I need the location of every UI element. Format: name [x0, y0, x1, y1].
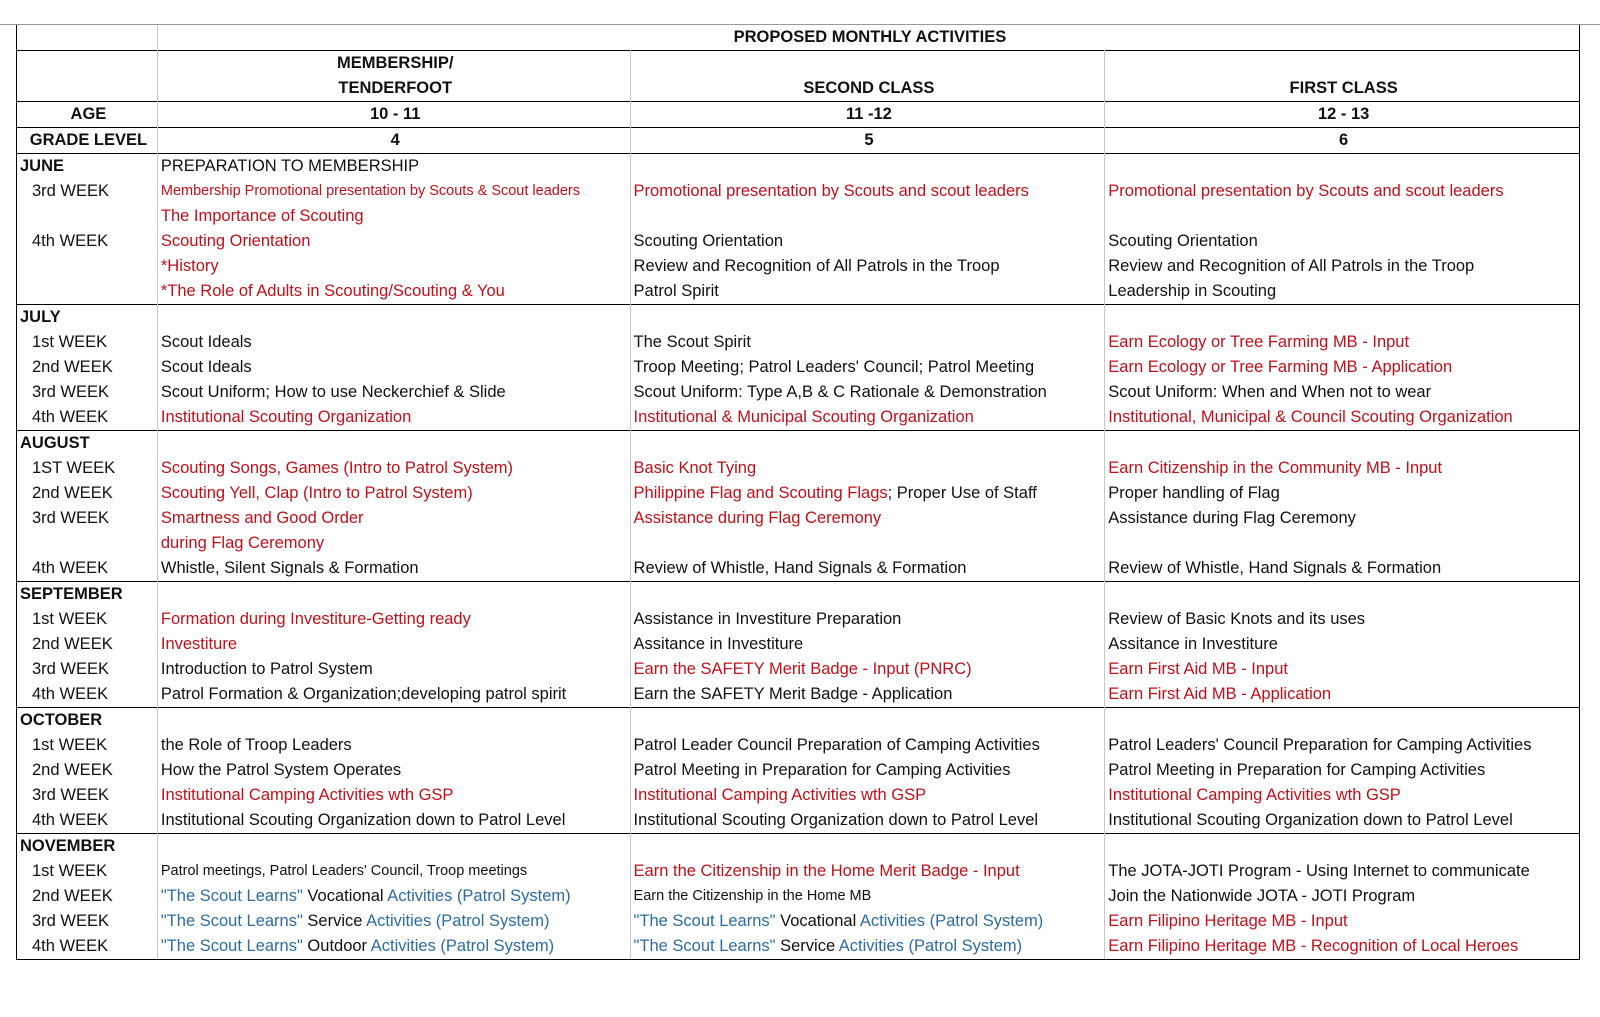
activity-cell: during Flag Ceremony — [157, 531, 630, 556]
activity-cell: Leadership in Scouting — [1105, 279, 1580, 305]
week-label: 3rd WEEK — [17, 179, 158, 204]
activity-cell: Earn Filipino Heritage MB - Input — [1105, 909, 1580, 934]
activity-cell: Review of Basic Knots and its uses — [1105, 607, 1580, 632]
activity-cell: Scout Uniform; How to use Neckerchief & Slide — [157, 380, 630, 405]
activity-cell: Scouting Orientation — [630, 229, 1105, 254]
activity-cell: Patrol Leaders' Council Preparation for Camping Activities — [1105, 733, 1580, 758]
june-preparation: PREPARATION TO MEMBERSHIP — [157, 154, 630, 180]
week-label — [17, 254, 158, 279]
activity-cell: Assitance in Investiture — [1105, 632, 1580, 657]
age-label: AGE — [17, 102, 158, 128]
table-row — [17, 909, 1580, 934]
cell-empty — [630, 431, 1105, 457]
activity-cell: Assitance in Investiture — [630, 632, 1105, 657]
week-label: 2nd WEEK — [17, 884, 158, 909]
activity-cell: Institutional Camping Activities wth GSP — [157, 783, 630, 808]
activity-cell — [630, 934, 1105, 960]
page-title: PROPOSED MONTHLY ACTIVITIES — [157, 25, 1579, 51]
week-label — [17, 279, 158, 305]
cell-empty — [1105, 154, 1580, 180]
activity-cell: Institutional Camping Activities wth GSP — [1105, 783, 1580, 808]
table-row — [17, 657, 1580, 682]
activity-cell: Earn Filipino Heritage MB - Recognition of Local Heroes — [1105, 934, 1580, 960]
activity-cell: How the Patrol System Operates — [157, 758, 630, 783]
activity-cell: The Scout Spirit — [630, 330, 1105, 355]
activity-text-blue: Activities (Patrol System) — [366, 912, 550, 930]
activity-cell: *The Role of Adults in Scouting/Scouting & You — [157, 279, 630, 305]
activity-cell: Patrol Spirit — [630, 279, 1105, 305]
activity-cell — [630, 909, 1105, 934]
activity-cell: Scout Ideals — [157, 330, 630, 355]
cell-empty — [1105, 431, 1580, 457]
cell-empty — [630, 708, 1105, 734]
activity-cell: Review and Recognition of All Patrols in the Troop — [1105, 254, 1580, 279]
activity-text-blue: "The Scout Learns" — [633, 937, 776, 955]
activity-text-blue: Activities (Patrol System) — [859, 912, 1044, 930]
week-label: 3rd WEEK — [17, 657, 158, 682]
header-first-class: FIRST CLASS — [1105, 51, 1580, 102]
activity-cell: Earn Citizenship in the Community MB - Input — [1105, 456, 1580, 481]
activity-cell: Scout Uniform: Type A,B & C Rationale & Demonstration — [630, 380, 1105, 405]
week-label: 4th WEEK — [17, 808, 158, 834]
table-row — [17, 481, 1580, 506]
activity-cell: Scout Uniform: When and When not to wear — [1105, 380, 1580, 405]
table-row — [17, 229, 1580, 254]
activity-cell: Earn Ecology or Tree Farming MB - Application — [1105, 355, 1580, 380]
month-row-october — [17, 708, 1580, 734]
week-label: 1ST WEEK — [17, 456, 158, 481]
activity-cell: Assistance in Investiture Preparation — [630, 607, 1105, 632]
activity-cell: *History — [157, 254, 630, 279]
age-first-class: 12 - 13 — [1105, 102, 1580, 128]
activity-cell: Proper handling of Flag — [1105, 481, 1580, 506]
activity-cell: Whistle, Silent Signals & Formation — [157, 556, 630, 582]
cell-empty — [630, 834, 1105, 860]
grade-membership: 4 — [157, 128, 630, 154]
activities-table — [16, 25, 1580, 960]
week-label: 4th WEEK — [17, 229, 158, 254]
activity-text-blue: "The Scout Learns" — [160, 937, 303, 955]
activity-cell: Institutional Scouting Organization — [157, 405, 630, 431]
activity-cell — [157, 934, 630, 960]
activity-cell: Earn First Aid MB - Application — [1105, 682, 1580, 708]
table-row — [17, 632, 1580, 657]
age-second-class: 11 -12 — [630, 102, 1105, 128]
month-label: JULY — [17, 305, 158, 331]
grade-label: GRADE LEVEL — [17, 128, 158, 154]
activity-cell: Institutional, Municipal & Council Scouting Organization — [1105, 405, 1580, 431]
month-row-june — [17, 154, 1580, 180]
cell-empty — [630, 582, 1105, 608]
activity-text: Vocational — [775, 912, 860, 930]
week-label: 4th WEEK — [17, 405, 158, 431]
activity-text-blue: "The Scout Learns" — [160, 887, 303, 905]
table-row — [17, 405, 1580, 431]
activity-cell: Earn the Citizenship in the Home Merit Badge - Input — [630, 859, 1105, 884]
month-label: OCTOBER — [17, 708, 158, 734]
activity-cell: Earn the SAFETY Merit Badge - Input (PNRC) — [630, 657, 1105, 682]
week-label: 4th WEEK — [17, 934, 158, 960]
age-row — [17, 102, 1580, 128]
table-row — [17, 808, 1580, 834]
activity-text-red: Philippine Flag and Scouting Flags — [633, 484, 888, 502]
activity-cell: Assistance during Flag Ceremony — [1105, 506, 1580, 531]
column-header-row — [17, 51, 1580, 102]
activity-cell: Earn First Aid MB - Input — [1105, 657, 1580, 682]
activity-text-blue: "The Scout Learns" — [633, 912, 776, 930]
week-label: 4th WEEK — [17, 682, 158, 708]
age-membership: 10 - 11 — [157, 102, 630, 128]
activity-cell: Scouting Orientation — [1105, 229, 1580, 254]
title-corner-cell — [17, 25, 158, 51]
title-row — [17, 25, 1580, 51]
table-row — [17, 179, 1580, 204]
week-label: 2nd WEEK — [17, 632, 158, 657]
table-row — [17, 884, 1580, 909]
table-row — [17, 556, 1580, 582]
cell-empty — [630, 305, 1105, 331]
header-membership-line1: MEMBERSHIP/ — [336, 54, 454, 72]
table-row — [17, 682, 1580, 708]
activity-cell: Investiture — [157, 632, 630, 657]
activity-cell: Patrol Meeting in Preparation for Camping Activities — [1105, 758, 1580, 783]
cell-empty — [1105, 305, 1580, 331]
activity-text-blue: "The Scout Learns" — [160, 912, 303, 930]
activity-text: Service — [302, 912, 367, 930]
activity-cell — [630, 481, 1105, 506]
activity-cell — [1105, 531, 1580, 556]
activity-cell: Troop Meeting; Patrol Leaders' Council; Patrol Meeting — [630, 355, 1105, 380]
activity-cell — [630, 531, 1105, 556]
activity-cell: Review of Whistle, Hand Signals & Formation — [1105, 556, 1580, 582]
cell-empty — [157, 431, 630, 457]
activity-cell: Patrol meetings, Patrol Leaders' Council, Troop meetings — [157, 859, 630, 884]
week-label: 3rd WEEK — [17, 783, 158, 808]
week-label: 2nd WEEK — [17, 481, 158, 506]
activity-text-blue: Activities (Patrol System) — [370, 937, 555, 955]
cell-empty — [157, 834, 630, 860]
week-label — [17, 204, 158, 229]
activity-cell — [630, 204, 1105, 229]
activity-cell: Earn the SAFETY Merit Badge - Application — [630, 682, 1105, 708]
activity-cell: Membership Promotional presentation by Scouts & Scout leaders — [157, 179, 630, 204]
week-label: 2nd WEEK — [17, 758, 158, 783]
header-membership-line2: TENDERFOOT — [338, 79, 453, 97]
table-row — [17, 733, 1580, 758]
activity-cell: Institutional Scouting Organization down to Patrol Level — [1105, 808, 1580, 834]
cell-empty — [1105, 582, 1580, 608]
activity-cell: Scout Ideals — [157, 355, 630, 380]
cell-empty — [1105, 834, 1580, 860]
cell-empty — [157, 582, 630, 608]
activity-cell: Smartness and Good Order — [157, 506, 630, 531]
activity-cell: Institutional Scouting Organization down to Patrol Level — [157, 808, 630, 834]
activity-cell: Institutional & Municipal Scouting Organization — [630, 405, 1105, 431]
table-row — [17, 355, 1580, 380]
table-row — [17, 859, 1580, 884]
activity-cell: Promotional presentation by Scouts and scout leaders — [1105, 179, 1580, 204]
grade-second-class: 5 — [630, 128, 1105, 154]
activity-text: Vocational — [302, 887, 388, 905]
activity-text: Service — [775, 937, 839, 955]
activity-cell: Patrol Meeting in Preparation for Camping Activities — [630, 758, 1105, 783]
table-row — [17, 204, 1580, 229]
week-label: 1st WEEK — [17, 607, 158, 632]
activity-cell: the Role of Troop Leaders — [157, 733, 630, 758]
week-label: 3rd WEEK — [17, 506, 158, 531]
header-second-class: SECOND CLASS — [630, 51, 1105, 102]
week-label: 1st WEEK — [17, 733, 158, 758]
cell-empty — [157, 305, 630, 331]
table-row — [17, 456, 1580, 481]
table-row — [17, 758, 1580, 783]
activity-cell: Scouting Songs, Games (Intro to Patrol System) — [157, 456, 630, 481]
activity-cell: Basic Knot Tying — [630, 456, 1105, 481]
activity-cell: Earn Ecology or Tree Farming MB - Input — [1105, 330, 1580, 355]
month-row-july — [17, 305, 1580, 331]
month-row-september — [17, 582, 1580, 608]
activity-cell: Institutional Camping Activities wth GSP — [630, 783, 1105, 808]
table-row — [17, 380, 1580, 405]
activity-text-blue: Activities (Patrol System) — [838, 937, 1023, 955]
activity-cell: Assistance during Flag Ceremony — [630, 506, 1105, 531]
month-row-november — [17, 834, 1580, 860]
cell-empty — [630, 154, 1105, 180]
activity-cell: Review and Recognition of All Patrols in the Troop — [630, 254, 1105, 279]
week-label: 1st WEEK — [17, 330, 158, 355]
activity-cell: Scouting Orientation — [157, 229, 630, 254]
week-label: 3rd WEEK — [17, 909, 158, 934]
month-label: AUGUST — [17, 431, 158, 457]
grade-row — [17, 128, 1580, 154]
grade-first-class: 6 — [1105, 128, 1580, 154]
activity-cell: Join the Nationwide JOTA - JOTI Program — [1105, 884, 1580, 909]
activity-cell — [1105, 204, 1580, 229]
activity-cell: Scouting Yell, Clap (Intro to Patrol System) — [157, 481, 630, 506]
table-row — [17, 934, 1580, 960]
table-row — [17, 506, 1580, 531]
activity-cell: Patrol Leader Council Preparation of Camping Activities — [630, 733, 1105, 758]
table-row — [17, 330, 1580, 355]
week-label: 3rd WEEK — [17, 380, 158, 405]
table-row — [17, 279, 1580, 305]
month-label: SEPTEMBER — [17, 582, 158, 608]
month-label: JUNE — [17, 154, 158, 180]
week-label: 2nd WEEK — [17, 355, 158, 380]
activity-cell: Review of Whistle, Hand Signals & Formation — [630, 556, 1105, 582]
table-row — [17, 783, 1580, 808]
week-label: 4th WEEK — [17, 556, 158, 582]
activity-text: Outdoor — [302, 937, 371, 955]
activity-cell: The JOTA-JOTI Program - Using Internet to communicate — [1105, 859, 1580, 884]
activity-cell: Earn the Citizenship in the Home MB — [630, 884, 1105, 909]
activity-cell: Patrol Formation & Organization;developing patrol spirit — [157, 682, 630, 708]
week-label: 1st WEEK — [17, 859, 158, 884]
activity-text-blue: Activities (Patrol System) — [387, 887, 571, 905]
activity-cell: Promotional presentation by Scouts and scout leaders — [630, 179, 1105, 204]
cell-empty — [1105, 708, 1580, 734]
cell-empty — [157, 708, 630, 734]
activity-cell — [157, 884, 630, 909]
table-row — [17, 531, 1580, 556]
activity-cell: The Importance of Scouting — [157, 204, 630, 229]
week-label — [17, 531, 158, 556]
table-row — [17, 607, 1580, 632]
activity-cell: Institutional Scouting Organization down to Patrol Level — [630, 808, 1105, 834]
table-row — [17, 254, 1580, 279]
header-membership-tenderfoot — [157, 51, 630, 102]
header-corner-cell — [17, 51, 158, 102]
month-row-august — [17, 431, 1580, 457]
activity-cell — [157, 909, 630, 934]
activity-cell: Formation during Investiture-Getting ready — [157, 607, 630, 632]
month-label: NOVEMBER — [17, 834, 158, 860]
activity-text: ; Proper Use of Staff — [887, 484, 1037, 502]
activity-cell: Introduction to Patrol System — [157, 657, 630, 682]
